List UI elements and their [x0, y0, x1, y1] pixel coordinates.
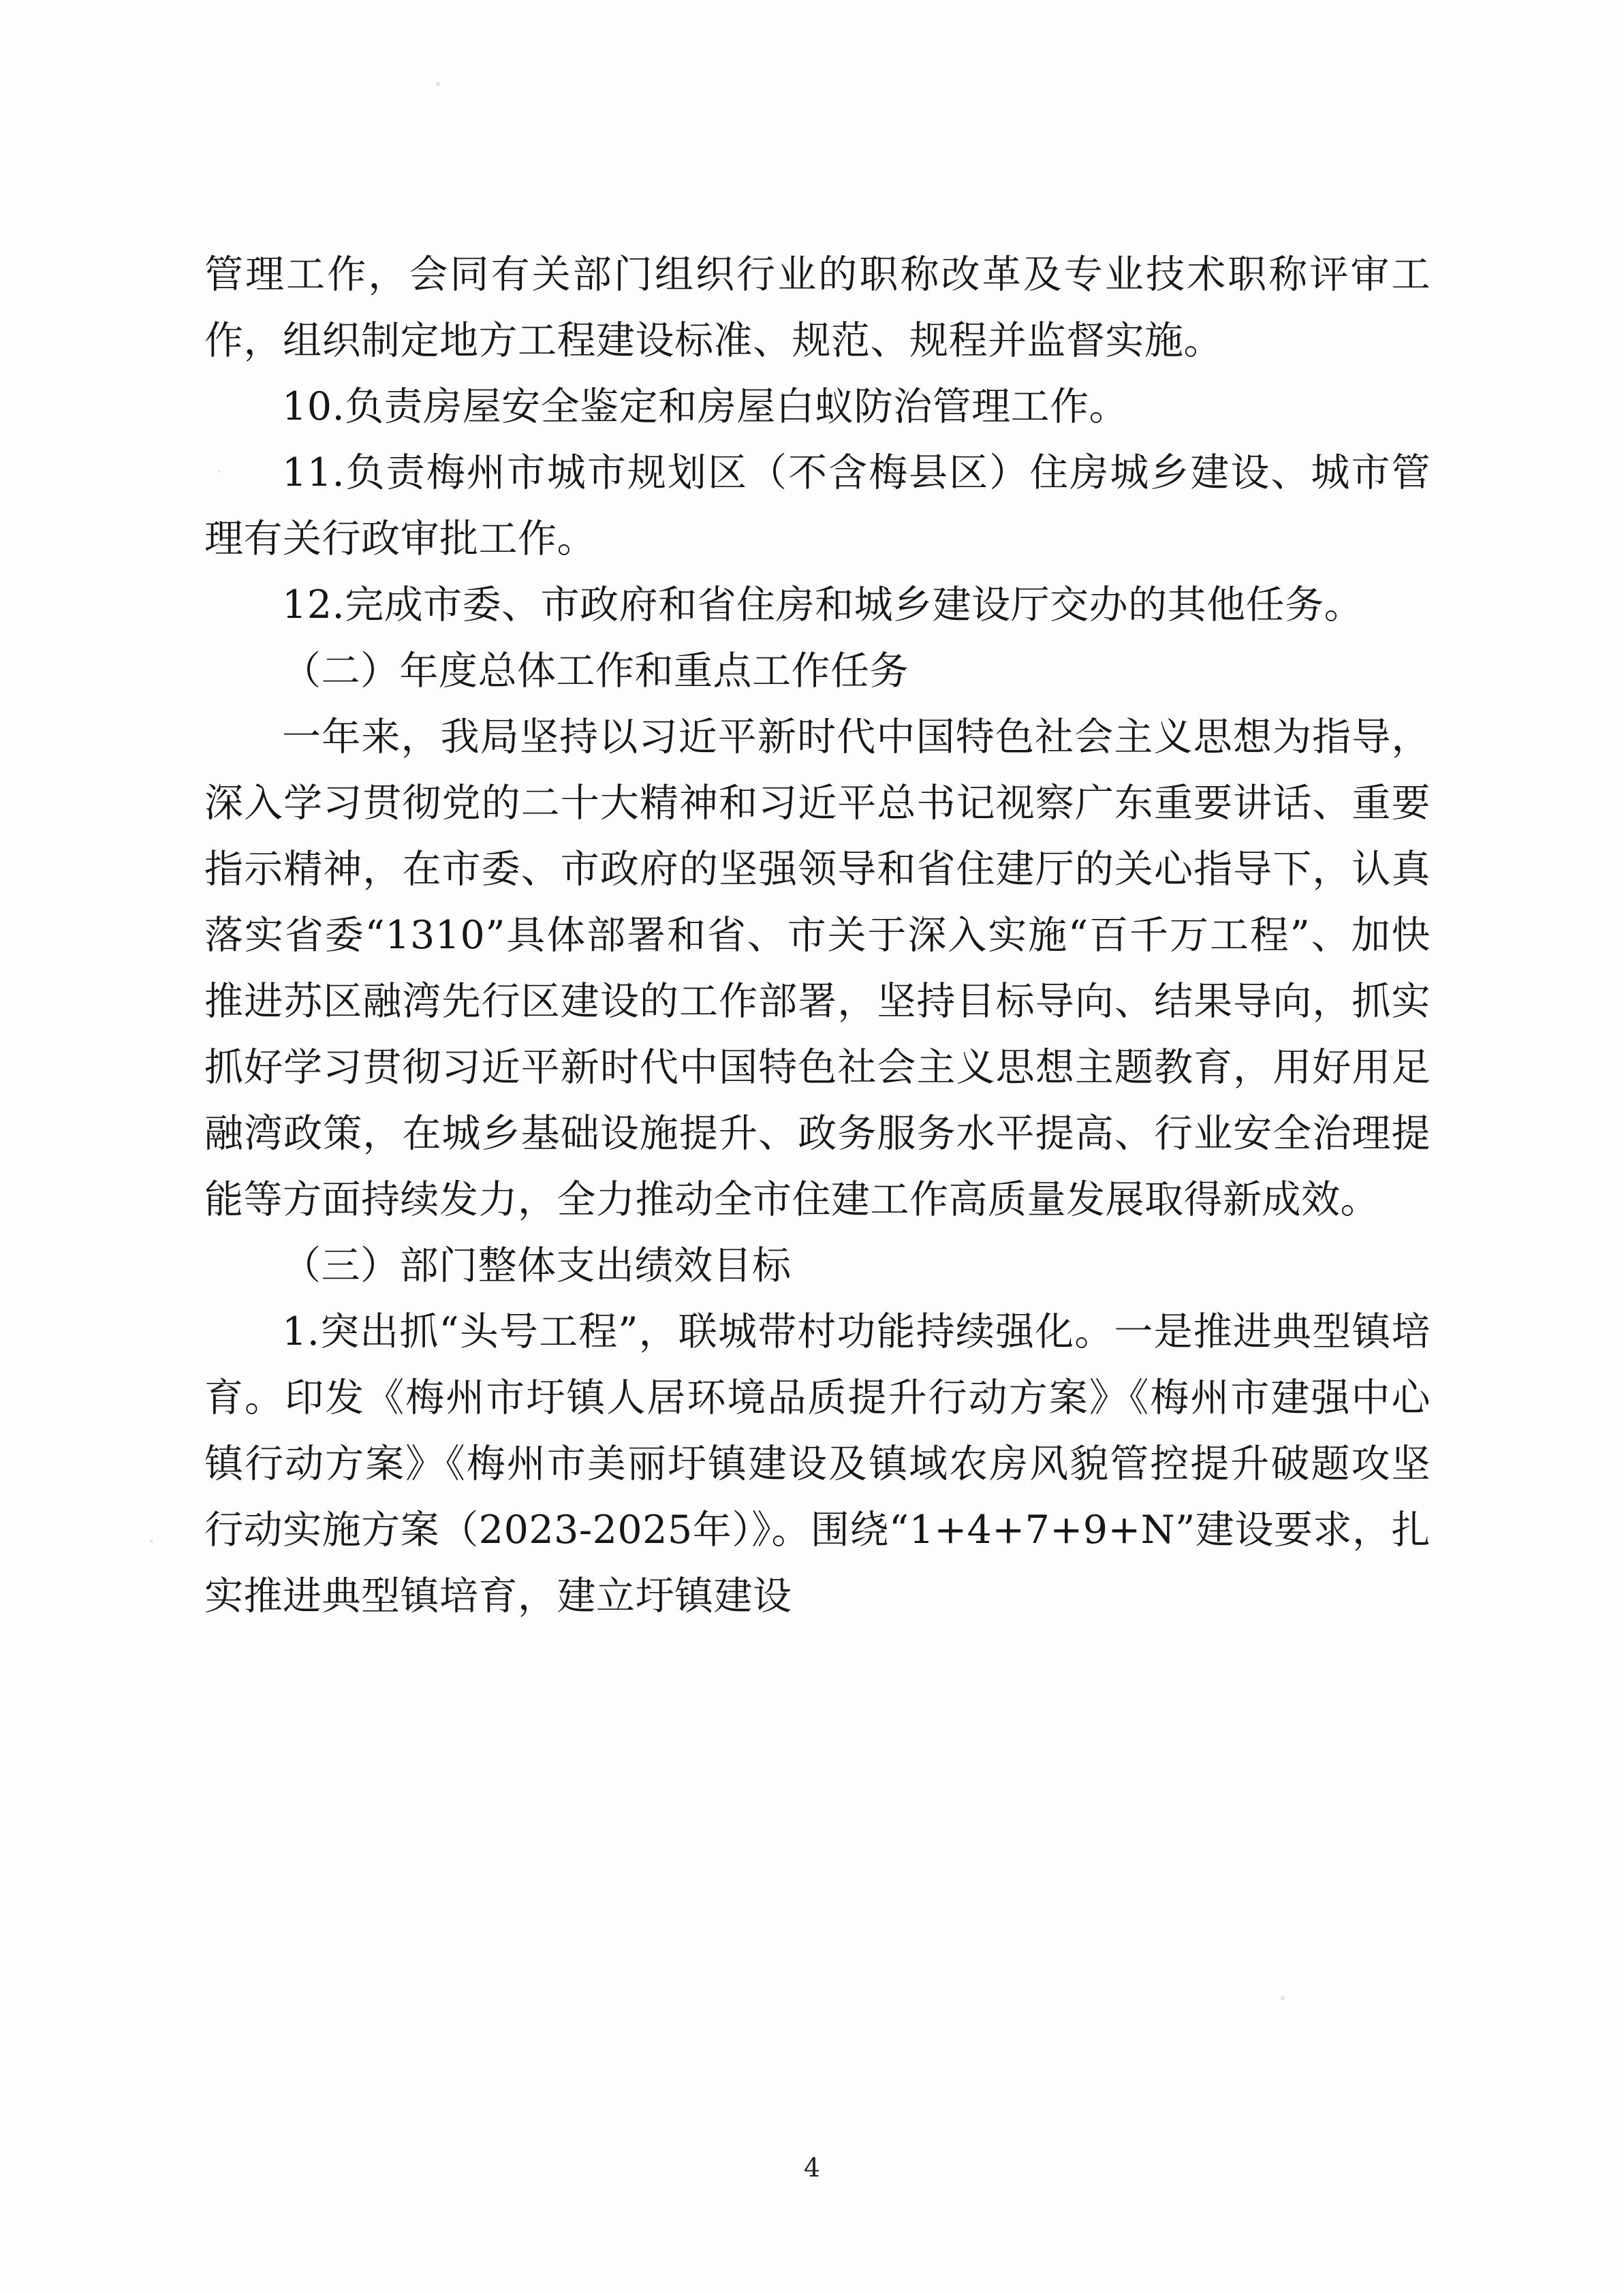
page-number: 4 [803, 2153, 821, 2183]
paragraph-duties-9-continued: 管理工作，会同有关部门组织行业的职称改革及专业技术职称评审工作，组织制定地方工程建设标准、规范、规程并监督实施。 [204, 252, 1431, 363]
section-heading-two: （二）年度总体工作和重点工作任务 [282, 649, 909, 693]
scan-speck [150, 1540, 153, 1543]
scan-speck [1281, 1996, 1285, 2000]
page-body [204, 242, 1431, 1629]
scan-speck [436, 82, 440, 86]
paragraph-year-summary: 一年来，我局坚持以习近平新时代中国特色社会主义思想为指导，深入学习贯彻党的二十大精神和习近平总书记视察广东重要讲话、重要指示精神，在市委、市政府的坚强领导和省住建厅的关心指导下，认真落实省委“1310”具体部署和省、市关于深入实施“百千万工程”、加快推进苏区融湾先行区建设的工作部署，坚持目标导向、结果导向，抓实抓好学习贯彻习近平新时代中国特色社会主义思想主题教育，用好用足融湾政策，在城乡基础设施提升、政务服务水平提高、行业安全治理提能等方面持续发力，全力推动全市住建工作高质量发展取得新成效。 [204, 715, 1431, 1222]
section-heading-three: （三）部门整体支出绩效目标 [282, 1243, 792, 1288]
paragraph-item-1: 1.突出抓“头号工程”，联城带村功能持续强化。一是推进典型镇培育。印发《梅州市圩镇人居环境品质提升行动方案》《梅州市建强中心镇行动方案》《梅州市美丽圩镇建设及镇域农房风貌管控提升破题攻坚行动实施方案（2023-2025年）》。围绕“1+4+7+9+N”建设要求，扎实推进典型镇培育，建立圩镇建设 [204, 1309, 1431, 1619]
paragraph-duty-10: 10.负责房屋安全鉴定和房屋白蚁防治管理工作。 [282, 384, 1129, 429]
paragraph-duty-11: 11.负责梅州市城市规划区（不含梅县区）住房城乡建设、城市管理有关行政审批工作。 [204, 450, 1431, 561]
paragraph-duty-12: 12.完成市委、市政府和省住房和城乡建设厅交办的其他任务。 [282, 582, 1364, 627]
